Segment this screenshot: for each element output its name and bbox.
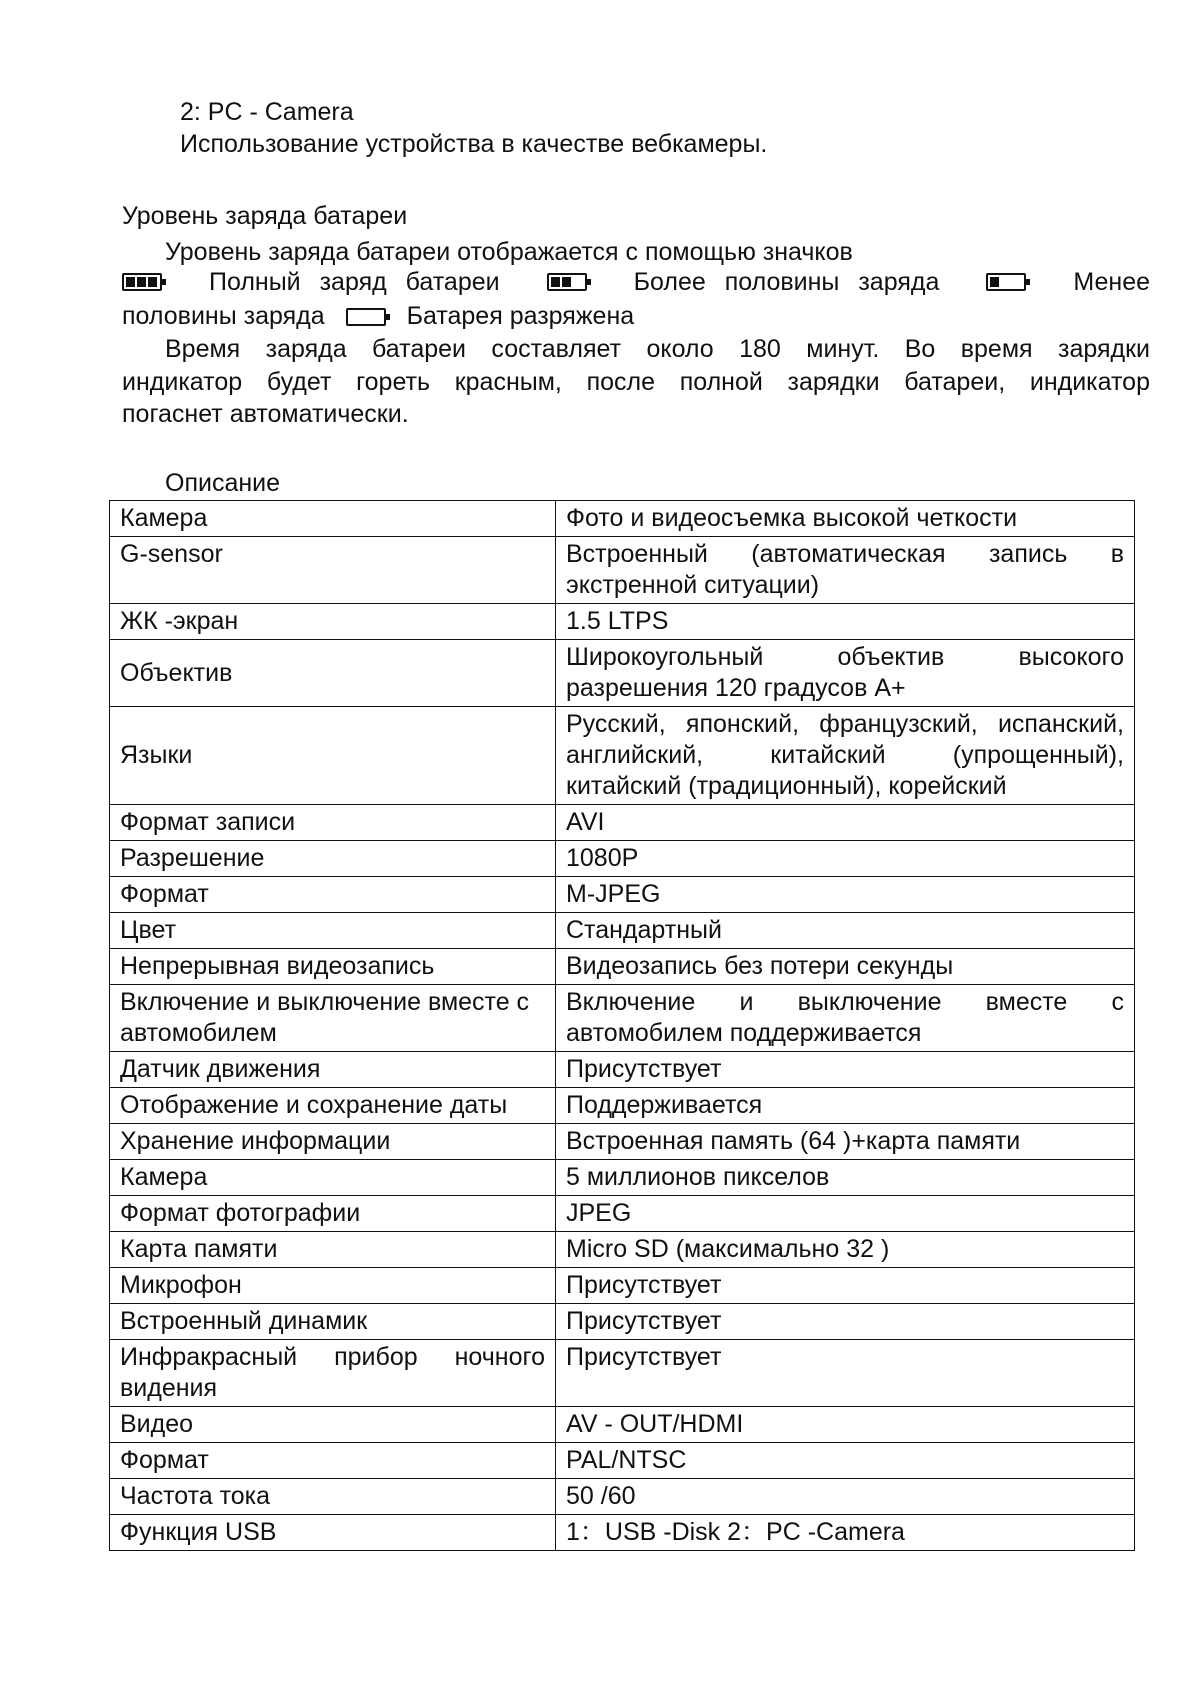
battery-full-label: Полный заряд батареи [209,268,500,296]
table-row [110,1479,1135,1515]
spec-key: Камера [110,1160,556,1196]
spec-value: AVI [556,805,1135,841]
battery-empty-icon [346,308,386,326]
spec-value: 1080P [556,841,1135,877]
spec-key: Камера [110,501,556,537]
spec-key: Формат записи [110,805,556,841]
table-row [110,841,1135,877]
charge-text-line-2: индикатор будет гореть красным, после полной зарядки батареи, индикатор [122,368,1150,396]
spec-value: Присутствует [556,1304,1135,1340]
spec-value: 1.5 LTPS [556,604,1135,640]
spec-key: Видео [110,1407,556,1443]
spec-value: Встроенный (автоматическая запись в экстренной ситуации) [556,537,1135,604]
spec-value: Видеозапись без потери секунды [556,949,1135,985]
battery-heading: Уровень заряда батареи [122,202,408,230]
table-row [110,1304,1135,1340]
spec-value: Стандартный [556,913,1135,949]
spec-value: Включение и выключение вместе с автомобилем поддерживается [556,985,1135,1052]
spec-heading: Описание [165,469,281,497]
spec-key: Микрофон [110,1268,556,1304]
battery-intro: Уровень заряда батареи отображается с помощью значков [165,238,853,266]
spec-key: Инфракрасный прибор ночного видения [110,1340,556,1407]
spec-key: Частота тока [110,1479,556,1515]
spec-value: Micro SD (максимально 32 ) [556,1232,1135,1268]
spec-key: Датчик движения [110,1052,556,1088]
charge-text-line-3: погаснет автоматически. [122,400,409,428]
table-row [110,805,1135,841]
spec-value: Фото и видеосъемка высокой четкости [556,501,1135,537]
spec-table [109,500,1135,1551]
table-row [110,913,1135,949]
spec-value: PAL/NTSC [556,1443,1135,1479]
spec-value: AV - OUT/HDMI [556,1407,1135,1443]
spec-key: Формат фотографии [110,1196,556,1232]
table-row [110,949,1135,985]
spec-value: Русский, японский, французский, испанский, английский, китайский (упрощенный), китайский (традиционный), корейский [556,707,1135,805]
spec-key: Хранение информации [110,1124,556,1160]
spec-value: 5 миллионов пикселов [556,1160,1135,1196]
table-row [110,1124,1135,1160]
table-row [110,537,1135,604]
table-row [110,1232,1135,1268]
table-row [110,707,1135,805]
table-row [110,1268,1135,1304]
spec-key: Формат [110,877,556,913]
spec-key: Функция USB [110,1515,556,1551]
spec-key: ЖК -экран [110,604,556,640]
spec-key: Встроенный динамик [110,1304,556,1340]
battery-less-label-row [122,300,634,332]
usb-mode-item: 2: PC - Camera [180,98,354,126]
table-row [110,1443,1135,1479]
battery-full-icon [122,273,162,291]
spec-key: Объектив [110,640,556,707]
table-row [110,640,1135,707]
table-row [110,1340,1135,1407]
battery-low-icon [986,273,1026,291]
table-row [110,1160,1135,1196]
spec-key: Формат [110,1443,556,1479]
spec-key: Включение и выключение вместе с автомобилем [110,985,556,1052]
battery-half-icon [547,273,587,291]
table-row [110,1515,1135,1551]
battery-less-label-2: половины заряда [122,302,325,330]
spec-key: Цвет [110,913,556,949]
spec-key: Непрерывная видеозапись [110,949,556,985]
spec-key: Разрешение [110,841,556,877]
table-row [110,604,1135,640]
spec-value: Присутствует [556,1052,1135,1088]
table-row [110,1052,1135,1088]
spec-value: Широкоугольный объектив высокого разрешения 120 градусов A+ [556,640,1135,707]
battery-half-label: Более половины заряда [633,268,940,296]
spec-value: Поддерживается [556,1088,1135,1124]
usb-mode-description: Использование устройства в качестве вебкамеры. [180,130,768,158]
battery-empty-label: Батарея разряжена [406,302,635,330]
spec-value: 50 /60 [556,1479,1135,1515]
spec-key: Карта памяти [110,1232,556,1268]
charge-text-line-1: Время заряда батареи составляет около 180 минут. Во время зарядки [165,335,1150,363]
spec-value: 1：USB -Disk 2：PC -Camera [556,1515,1135,1551]
spec-value: M-JPEG [556,877,1135,913]
table-row [110,501,1135,537]
spec-value: Встроенная память (64 )+карта памяти [556,1124,1135,1160]
spec-value: Присутствует [556,1340,1135,1407]
spec-value: JPEG [556,1196,1135,1232]
table-row [110,1196,1135,1232]
spec-key: Отображение и сохранение даты [110,1088,556,1124]
spec-key: G-sensor [110,537,556,604]
battery-icons-row [122,266,1150,298]
table-row [110,1407,1135,1443]
table-row [110,1088,1135,1124]
battery-less-label-1: Менее [1073,268,1150,296]
spec-value: Присутствует [556,1268,1135,1304]
table-row [110,877,1135,913]
table-row [110,985,1135,1052]
spec-key: Языки [110,707,556,805]
